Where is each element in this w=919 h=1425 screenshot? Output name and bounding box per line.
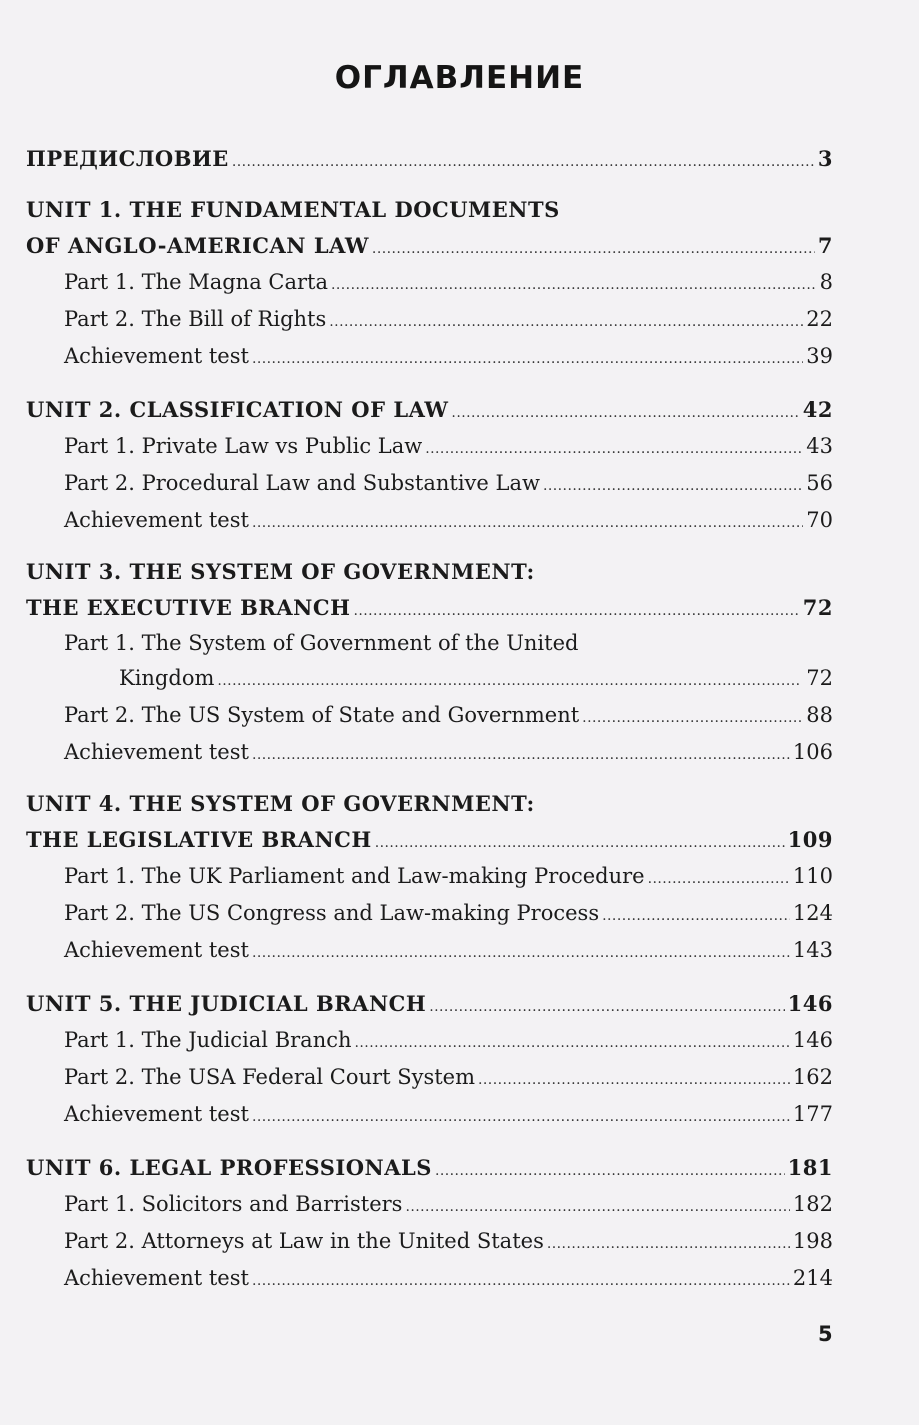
toc-label: Part 1. Solicitors and Barristers [64, 1192, 403, 1216]
leader-dots [602, 895, 790, 935]
toc-part-entry [26, 1096, 833, 1133]
leader-dots [372, 228, 815, 268]
leader-dots [648, 858, 790, 898]
toc-label: Part 2. Procedural Law and Substantive Law [64, 471, 540, 495]
toc-part-entry [26, 1260, 833, 1297]
leader-dots [435, 1150, 785, 1190]
toc-unit-heading [26, 193, 833, 227]
toc-unit-heading [26, 555, 833, 589]
toc-unit-entry [26, 391, 833, 428]
toc-label: Kingdom [119, 666, 215, 690]
toc-page: 214 [792, 1266, 833, 1290]
leader-dots [547, 1223, 790, 1263]
leader-dots [252, 1096, 790, 1136]
toc-label: Part 2. The US Congress and Law-making Process [64, 901, 600, 925]
toc-page: 72 [802, 595, 833, 620]
toc-page: 3 [817, 146, 833, 171]
toc-label: UNIT 6. LEGAL PROFESSIONALS [26, 1155, 432, 1180]
toc-part-entry [26, 660, 833, 697]
toc-unit-entry [26, 1149, 833, 1186]
leader-dots [425, 428, 803, 468]
toc-part-entry [26, 502, 833, 539]
toc-label: UNIT 3. THE SYSTEM OF GOVERNMENT: [26, 559, 535, 584]
toc-label: Achievement test [64, 740, 249, 764]
toc-part-entry [26, 301, 833, 338]
toc-unit-entry [26, 589, 833, 626]
leader-dots [252, 932, 790, 972]
toc-page: 22 [806, 307, 833, 331]
leader-dots [331, 264, 817, 304]
toc-label: Part 2. The Bill of Rights [64, 307, 327, 331]
toc-entry-preface [26, 140, 833, 177]
toc-part-entry [26, 734, 833, 771]
toc-label: ПРЕДИСЛОВИЕ [26, 146, 229, 171]
toc-page: 146 [792, 1028, 833, 1052]
toc-part-entry [26, 1059, 833, 1096]
toc-page: 124 [792, 901, 833, 925]
toc-unit-entry [26, 985, 833, 1022]
toc-page: 70 [806, 508, 833, 532]
toc-part-entry [26, 428, 833, 465]
toc-part-entry [26, 1022, 833, 1059]
leader-dots [429, 986, 784, 1026]
leader-dots [329, 301, 803, 341]
leader-dots [252, 1260, 790, 1300]
leader-dots [252, 734, 790, 774]
toc-part-entry [26, 338, 833, 375]
toc-label: Achievement test [64, 938, 249, 962]
leader-dots [582, 697, 803, 737]
leader-dots [451, 392, 799, 432]
toc-page: 181 [787, 1155, 833, 1180]
toc-part-entry [26, 858, 833, 895]
leader-dots [375, 822, 785, 862]
toc-page: 106 [792, 740, 833, 764]
toc-page: 56 [806, 471, 833, 495]
toc-label: Achievement test [64, 344, 249, 368]
toc-label: THE LEGISLATIVE BRANCH [26, 827, 372, 852]
toc-label: Part 1. The UK Parliament and Law-making Procedure [64, 864, 645, 888]
toc-page: 39 [806, 344, 833, 368]
toc-part-entry [26, 697, 833, 734]
toc-label: Achievement test [64, 1102, 249, 1126]
toc-label: UNIT 5. THE JUDICIAL BRANCH [26, 991, 427, 1016]
leader-dots [252, 502, 803, 542]
toc-unit-heading [26, 787, 833, 821]
toc-page: 146 [787, 991, 833, 1016]
toc-label: Part 2. The USA Federal Court System [64, 1065, 475, 1089]
toc-page: 143 [792, 938, 833, 962]
leader-dots [478, 1059, 790, 1099]
table-of-contents [26, 140, 833, 1297]
toc-label: Part 2. Attorneys at Law in the United States [64, 1229, 544, 1253]
toc-unit-entry [26, 821, 833, 858]
page-number: 5 [818, 1322, 833, 1346]
toc-part-entry [26, 1223, 833, 1260]
toc-label: UNIT 1. THE FUNDAMENTAL DOCUMENTS [26, 197, 560, 222]
toc-label: Part 2. The US System of State and Government [64, 703, 580, 727]
toc-unit-entry [26, 227, 833, 264]
leader-dots [353, 590, 799, 630]
leader-dots [252, 338, 803, 378]
toc-part-entry [26, 932, 833, 969]
toc-part-entry [26, 1186, 833, 1223]
toc-page: 110 [792, 864, 833, 888]
toc-page: 42 [802, 397, 833, 422]
toc-label: UNIT 4. THE SYSTEM OF GOVERNMENT: [26, 791, 535, 816]
page-title: ОГЛАВЛЕНИЕ [334, 60, 585, 96]
toc-label: Part 1. The System of Government of the United [64, 631, 579, 655]
toc-page: 109 [787, 827, 833, 852]
toc-label: Achievement test [64, 508, 249, 532]
toc-part-entry [26, 264, 833, 301]
toc-page: 88 [806, 703, 833, 727]
leader-dots [355, 1022, 790, 1062]
toc-page: 162 [792, 1065, 833, 1089]
toc-label: Part 1. Private Law vs Public Law [64, 434, 423, 458]
toc-page: 72 [806, 666, 833, 690]
toc-part-heading [26, 626, 833, 660]
toc-page: 177 [792, 1102, 833, 1126]
toc-part-entry [26, 465, 833, 502]
toc-page: 43 [806, 434, 833, 458]
toc-label: OF ANGLO-AMERICAN LAW [26, 233, 369, 258]
toc-part-entry [26, 895, 833, 932]
leader-dots [405, 1186, 789, 1226]
leader-dots [232, 141, 815, 181]
toc-page: 7 [817, 233, 833, 258]
toc-page: 8 [819, 270, 833, 294]
toc-label: UNIT 2. CLASSIFICATION OF LAW [26, 397, 449, 422]
toc-page: 182 [792, 1192, 833, 1216]
leader-dots [217, 660, 803, 700]
toc-label: Part 1. The Magna Carta [64, 270, 328, 294]
toc-label: THE EXECUTIVE BRANCH [26, 595, 351, 620]
leader-dots [543, 465, 803, 505]
toc-label: Achievement test [64, 1266, 249, 1290]
toc-label: Part 1. The Judicial Branch [64, 1028, 352, 1052]
toc-page: 198 [792, 1229, 833, 1253]
